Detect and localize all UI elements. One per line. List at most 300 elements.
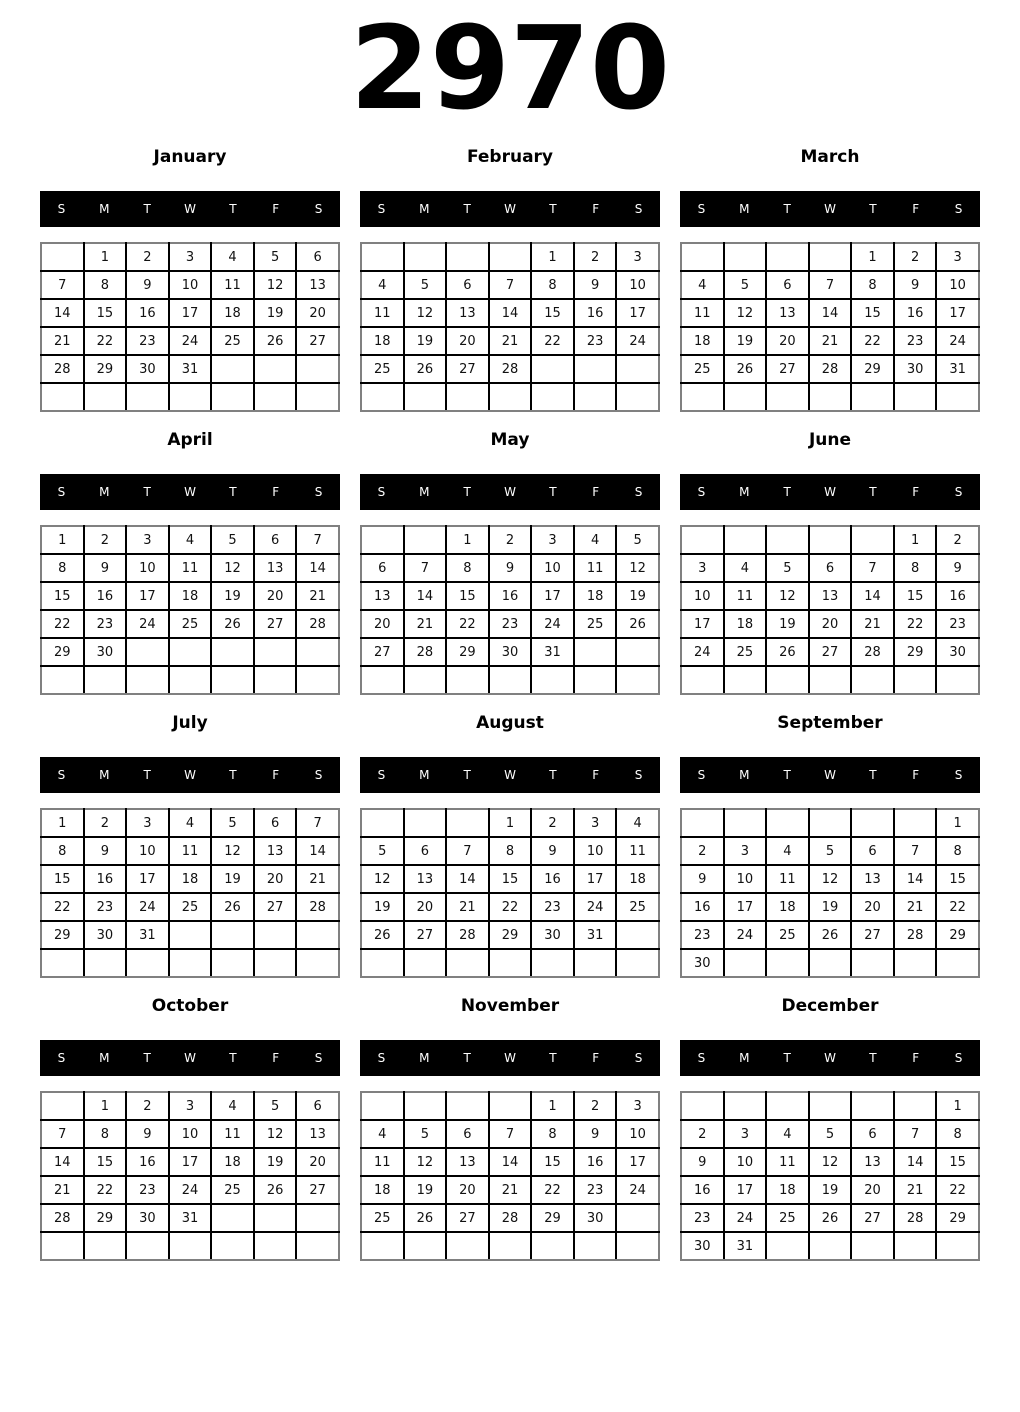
day-cell: 11	[211, 271, 254, 299]
day-cell: 24	[126, 610, 169, 638]
day-cell: 4	[169, 809, 212, 837]
week-row	[681, 666, 979, 694]
day-cell: 20	[766, 327, 809, 355]
month-day-grid	[40, 808, 340, 978]
empty-day-cell	[574, 1232, 617, 1260]
day-cell: 6	[296, 1092, 339, 1120]
day-cell: 10	[574, 837, 617, 865]
month-day-grid	[680, 525, 980, 695]
day-cell: 30	[681, 1232, 724, 1260]
week-row	[361, 1204, 659, 1232]
weekday-label: T	[143, 1051, 151, 1065]
week-row	[681, 299, 979, 327]
day-cell: 19	[766, 610, 809, 638]
weekday-label: T	[229, 485, 237, 499]
weekday-label: M	[99, 202, 110, 216]
day-cell: 11	[616, 837, 659, 865]
empty-day-cell	[724, 243, 767, 271]
empty-day-cell	[681, 383, 724, 411]
empty-day-cell	[404, 243, 447, 271]
day-cell: 6	[446, 271, 489, 299]
day-cell: 8	[894, 554, 937, 582]
day-cell: 27	[809, 638, 852, 666]
day-cell: 14	[446, 865, 489, 893]
day-cell: 21	[489, 327, 532, 355]
day-cell: 5	[809, 837, 852, 865]
day-cell: 17	[126, 865, 169, 893]
empty-day-cell	[211, 949, 254, 977]
empty-day-cell	[254, 1204, 297, 1232]
day-cell: 6	[851, 1120, 894, 1148]
weekday-label: S	[634, 485, 643, 499]
empty-day-cell	[809, 526, 852, 554]
weekday-label: S	[314, 768, 323, 782]
day-cell: 16	[681, 893, 724, 921]
week-row	[681, 610, 979, 638]
day-cell: 6	[809, 554, 852, 582]
week-row	[681, 243, 979, 271]
empty-day-cell	[724, 1092, 767, 1120]
empty-day-cell	[894, 1232, 937, 1260]
month-day-grid	[680, 1091, 980, 1261]
day-cell: 30	[936, 638, 979, 666]
day-cell: 14	[404, 582, 447, 610]
empty-day-cell	[361, 809, 404, 837]
week-row	[41, 1176, 339, 1204]
day-cell: 19	[404, 1176, 447, 1204]
week-row	[41, 299, 339, 327]
day-cell: 22	[936, 1176, 979, 1204]
day-cell: 12	[724, 299, 767, 327]
empty-day-cell	[851, 1092, 894, 1120]
day-cell: 5	[254, 1092, 297, 1120]
empty-day-cell	[361, 666, 404, 694]
day-cell: 4	[211, 243, 254, 271]
empty-day-cell	[254, 1232, 297, 1260]
day-cell: 30	[126, 355, 169, 383]
weekday-label: W	[504, 768, 516, 782]
weekday-label: T	[869, 485, 877, 499]
day-cell: 5	[724, 271, 767, 299]
day-cell: 9	[489, 554, 532, 582]
weekday-label: T	[869, 1051, 877, 1065]
empty-day-cell	[361, 526, 404, 554]
empty-day-cell	[766, 243, 809, 271]
day-cell: 10	[126, 554, 169, 582]
day-cell: 12	[404, 299, 447, 327]
week-row	[681, 949, 979, 977]
day-cell: 4	[616, 809, 659, 837]
week-row	[361, 582, 659, 610]
day-cell: 26	[211, 610, 254, 638]
week-row	[41, 526, 339, 554]
weekday-header-row	[40, 191, 340, 227]
weekday-label: S	[57, 1051, 66, 1065]
week-row	[361, 809, 659, 837]
week-row	[361, 610, 659, 638]
day-cell: 10	[681, 582, 724, 610]
week-row	[681, 271, 979, 299]
week-row	[41, 1148, 339, 1176]
day-cell: 20	[851, 893, 894, 921]
day-cell: 6	[766, 271, 809, 299]
empty-day-cell	[766, 949, 809, 977]
weekday-label: T	[549, 1051, 557, 1065]
empty-day-cell	[169, 1232, 212, 1260]
day-cell: 28	[489, 355, 532, 383]
month-block	[40, 713, 340, 978]
empty-day-cell	[616, 1204, 659, 1232]
day-cell: 8	[41, 554, 84, 582]
week-row	[681, 327, 979, 355]
empty-day-cell	[296, 638, 339, 666]
weekday-label: F	[592, 485, 600, 499]
day-cell: 26	[211, 893, 254, 921]
weekday-label: M	[99, 768, 110, 782]
day-cell: 18	[361, 327, 404, 355]
empty-day-cell	[616, 1232, 659, 1260]
day-cell: 8	[84, 271, 127, 299]
day-cell: 15	[489, 865, 532, 893]
empty-day-cell	[404, 666, 447, 694]
empty-day-cell	[574, 666, 617, 694]
day-cell: 25	[361, 1204, 404, 1232]
day-cell: 9	[126, 271, 169, 299]
day-cell: 19	[616, 582, 659, 610]
empty-day-cell	[681, 1092, 724, 1120]
day-cell: 25	[681, 355, 724, 383]
empty-day-cell	[254, 949, 297, 977]
day-cell: 18	[169, 582, 212, 610]
day-cell: 1	[41, 809, 84, 837]
day-cell: 23	[531, 893, 574, 921]
day-cell: 12	[254, 271, 297, 299]
day-cell: 19	[809, 1176, 852, 1204]
day-cell: 6	[296, 243, 339, 271]
day-cell: 18	[169, 865, 212, 893]
empty-day-cell	[84, 666, 127, 694]
empty-day-cell	[724, 526, 767, 554]
weekday-label: T	[783, 1051, 791, 1065]
weekday-label: S	[314, 1051, 323, 1065]
day-cell: 7	[41, 1120, 84, 1148]
day-cell: 20	[809, 610, 852, 638]
week-row	[681, 638, 979, 666]
week-row	[361, 383, 659, 411]
day-cell: 10	[531, 554, 574, 582]
day-cell: 5	[211, 809, 254, 837]
empty-day-cell	[404, 526, 447, 554]
day-cell: 11	[574, 554, 617, 582]
empty-day-cell	[681, 666, 724, 694]
empty-day-cell	[254, 638, 297, 666]
day-cell: 23	[84, 610, 127, 638]
month-block	[360, 147, 660, 412]
weekday-label: W	[184, 485, 196, 499]
day-cell: 7	[446, 837, 489, 865]
day-cell: 23	[936, 610, 979, 638]
month-day-grid	[680, 242, 980, 412]
week-row	[361, 271, 659, 299]
day-cell: 1	[531, 1092, 574, 1120]
empty-day-cell	[41, 383, 84, 411]
week-row	[361, 1148, 659, 1176]
day-cell: 30	[84, 921, 127, 949]
day-cell: 3	[724, 837, 767, 865]
day-cell: 8	[84, 1120, 127, 1148]
day-cell: 5	[211, 526, 254, 554]
day-cell: 27	[404, 921, 447, 949]
day-cell: 16	[681, 1176, 724, 1204]
day-cell: 8	[851, 271, 894, 299]
day-cell: 10	[169, 1120, 212, 1148]
empty-day-cell	[361, 949, 404, 977]
day-cell: 10	[126, 837, 169, 865]
weekday-label: M	[99, 485, 110, 499]
weekday-label: S	[954, 768, 963, 782]
week-row	[41, 243, 339, 271]
day-cell: 23	[574, 327, 617, 355]
day-cell: 14	[296, 837, 339, 865]
day-cell: 23	[681, 1204, 724, 1232]
weekday-label: F	[912, 202, 920, 216]
month-block	[40, 430, 340, 695]
day-cell: 15	[851, 299, 894, 327]
day-cell: 22	[84, 1176, 127, 1204]
day-cell: 12	[254, 1120, 297, 1148]
day-cell: 6	[851, 837, 894, 865]
empty-day-cell	[404, 949, 447, 977]
day-cell: 21	[41, 1176, 84, 1204]
empty-day-cell	[616, 666, 659, 694]
day-cell: 19	[724, 327, 767, 355]
day-cell: 9	[894, 271, 937, 299]
day-cell: 15	[446, 582, 489, 610]
empty-day-cell	[126, 949, 169, 977]
day-cell: 2	[936, 526, 979, 554]
day-cell: 26	[766, 638, 809, 666]
day-cell: 24	[724, 1204, 767, 1232]
empty-day-cell	[531, 949, 574, 977]
weekday-label: F	[912, 768, 920, 782]
day-cell: 2	[84, 809, 127, 837]
month-block	[680, 713, 980, 978]
empty-day-cell	[296, 921, 339, 949]
month-day-grid	[40, 525, 340, 695]
day-cell: 19	[361, 893, 404, 921]
day-cell: 3	[574, 809, 617, 837]
empty-day-cell	[446, 1092, 489, 1120]
day-cell: 19	[809, 893, 852, 921]
weekday-label: W	[184, 202, 196, 216]
empty-day-cell	[361, 1232, 404, 1260]
day-cell: 24	[531, 610, 574, 638]
day-cell: 25	[616, 893, 659, 921]
week-row	[361, 949, 659, 977]
empty-day-cell	[41, 666, 84, 694]
day-cell: 28	[446, 921, 489, 949]
day-cell: 7	[296, 809, 339, 837]
month-title: March	[800, 147, 860, 167]
day-cell: 29	[894, 638, 937, 666]
empty-day-cell	[724, 809, 767, 837]
empty-day-cell	[531, 355, 574, 383]
day-cell: 15	[84, 299, 127, 327]
empty-day-cell	[724, 383, 767, 411]
empty-day-cell	[809, 243, 852, 271]
day-cell: 1	[936, 809, 979, 837]
day-cell: 20	[404, 893, 447, 921]
day-cell: 7	[489, 271, 532, 299]
day-cell: 13	[254, 554, 297, 582]
week-row	[41, 921, 339, 949]
day-cell: 8	[41, 837, 84, 865]
day-cell: 2	[84, 526, 127, 554]
day-cell: 28	[851, 638, 894, 666]
day-cell: 7	[894, 1120, 937, 1148]
weekday-label: T	[783, 485, 791, 499]
day-cell: 17	[126, 582, 169, 610]
empty-day-cell	[724, 949, 767, 977]
day-cell: 10	[724, 1148, 767, 1176]
month-title: August	[476, 713, 544, 733]
day-cell: 24	[169, 327, 212, 355]
day-cell: 10	[936, 271, 979, 299]
weekday-label: S	[954, 1051, 963, 1065]
day-cell: 2	[681, 837, 724, 865]
day-cell: 18	[211, 299, 254, 327]
day-cell: 25	[361, 355, 404, 383]
day-cell: 16	[574, 299, 617, 327]
day-cell: 4	[766, 837, 809, 865]
day-cell: 25	[211, 327, 254, 355]
weekday-label: F	[272, 485, 280, 499]
empty-day-cell	[296, 949, 339, 977]
week-row	[361, 1092, 659, 1120]
day-cell: 15	[41, 582, 84, 610]
empty-day-cell	[489, 666, 532, 694]
day-cell: 25	[169, 610, 212, 638]
month-block	[360, 713, 660, 978]
empty-day-cell	[126, 383, 169, 411]
day-cell: 15	[936, 865, 979, 893]
day-cell: 16	[84, 865, 127, 893]
day-cell: 29	[489, 921, 532, 949]
day-cell: 14	[489, 1148, 532, 1176]
day-cell: 14	[809, 299, 852, 327]
month-title: October	[151, 996, 229, 1016]
day-cell: 17	[724, 893, 767, 921]
day-cell: 24	[724, 921, 767, 949]
day-cell: 27	[851, 1204, 894, 1232]
weekday-label: W	[824, 485, 836, 499]
empty-day-cell	[766, 809, 809, 837]
empty-day-cell	[404, 809, 447, 837]
day-cell: 23	[489, 610, 532, 638]
day-cell: 7	[296, 526, 339, 554]
day-cell: 26	[404, 355, 447, 383]
empty-day-cell	[851, 383, 894, 411]
day-cell: 8	[531, 1120, 574, 1148]
day-cell: 3	[616, 1092, 659, 1120]
day-cell: 29	[851, 355, 894, 383]
day-cell: 4	[211, 1092, 254, 1120]
weekday-label: S	[697, 1051, 706, 1065]
day-cell: 26	[254, 1176, 297, 1204]
day-cell: 25	[169, 893, 212, 921]
empty-day-cell	[766, 1232, 809, 1260]
day-cell: 1	[84, 1092, 127, 1120]
month-block	[680, 147, 980, 412]
day-cell: 4	[574, 526, 617, 554]
empty-day-cell	[531, 383, 574, 411]
week-row	[361, 865, 659, 893]
week-row	[681, 1120, 979, 1148]
day-cell: 18	[681, 327, 724, 355]
empty-day-cell	[446, 809, 489, 837]
day-cell: 24	[574, 893, 617, 921]
day-cell: 5	[404, 1120, 447, 1148]
weekday-label: T	[549, 485, 557, 499]
day-cell: 5	[254, 243, 297, 271]
day-cell: 23	[84, 893, 127, 921]
weekday-header-row	[40, 757, 340, 793]
day-cell: 17	[936, 299, 979, 327]
week-row	[361, 243, 659, 271]
weekday-label: W	[184, 1051, 196, 1065]
week-row	[361, 327, 659, 355]
empty-day-cell	[681, 809, 724, 837]
day-cell: 13	[296, 1120, 339, 1148]
day-cell: 1	[41, 526, 84, 554]
empty-day-cell	[489, 243, 532, 271]
day-cell: 1	[936, 1092, 979, 1120]
empty-day-cell	[169, 383, 212, 411]
empty-day-cell	[936, 666, 979, 694]
week-row	[681, 582, 979, 610]
weekday-label: S	[314, 485, 323, 499]
week-row	[681, 1092, 979, 1120]
day-cell: 14	[296, 554, 339, 582]
month-block	[360, 996, 660, 1261]
day-cell: 6	[254, 809, 297, 837]
weekday-label: W	[824, 768, 836, 782]
day-cell: 27	[254, 893, 297, 921]
day-cell: 7	[894, 837, 937, 865]
day-cell: 26	[361, 921, 404, 949]
weekday-label: S	[697, 768, 706, 782]
month-block	[360, 430, 660, 695]
week-row	[681, 837, 979, 865]
day-cell: 9	[126, 1120, 169, 1148]
day-cell: 15	[936, 1148, 979, 1176]
week-row	[361, 1176, 659, 1204]
day-cell: 14	[41, 299, 84, 327]
empty-day-cell	[936, 383, 979, 411]
day-cell: 29	[531, 1204, 574, 1232]
empty-day-cell	[169, 921, 212, 949]
weekday-label: M	[419, 768, 430, 782]
weekday-label: W	[184, 768, 196, 782]
week-row	[41, 610, 339, 638]
day-cell: 13	[361, 582, 404, 610]
day-cell: 22	[41, 610, 84, 638]
day-cell: 29	[41, 638, 84, 666]
weekday-label: T	[463, 1051, 471, 1065]
day-cell: 9	[574, 1120, 617, 1148]
day-cell: 26	[809, 1204, 852, 1232]
day-cell: 4	[169, 526, 212, 554]
